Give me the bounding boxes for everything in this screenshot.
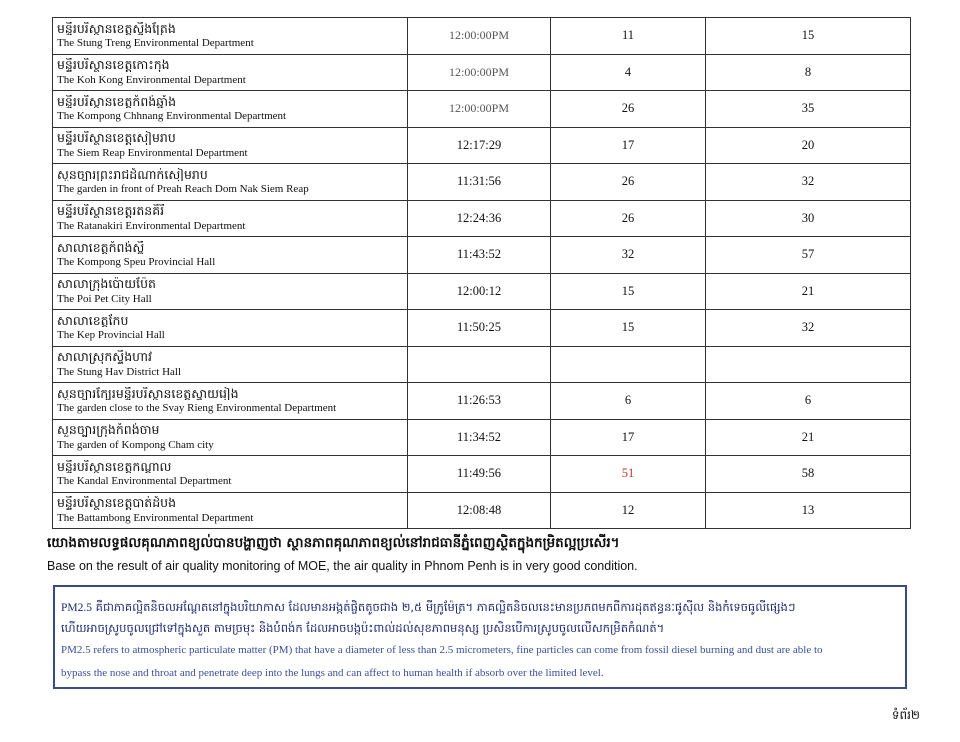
time-cell: 12:00:00PM [408,18,551,55]
location-cell [53,200,408,237]
time-cell: 11:34:52 [408,419,551,456]
location-cell [53,419,408,456]
location-name-khmer: សួនច្បារព្រះរាជដំណាក់សៀមរាប [57,167,208,182]
location-cell [53,310,408,347]
pm25-cell: 15 [551,273,706,310]
pm10-cell: 57 [706,237,911,274]
table-row [53,18,911,55]
location-name-english: The Kompong Speu Provincial Hall [57,256,216,269]
pm10-cell: 15 [706,18,911,55]
pm10-cell: 8 [706,54,911,91]
table-row [53,237,911,274]
location-cell [53,164,408,201]
location-cell [53,54,408,91]
location-name-english: The Kompong Chhnang Environmental Department [57,110,287,123]
location-name-khmer: សាលាស្រុកស្ទឹងហាវ [57,350,152,364]
location-name-english: The Stung Treng Environmental Department [57,37,254,50]
location-cell [53,237,408,274]
pm10-cell: 35 [706,91,911,128]
pm25-cell: 15 [551,310,706,347]
location-name-english: The Siem Reap Environmental Department [57,146,248,159]
pm25-cell [551,346,706,383]
table-row [53,164,911,201]
location-name-khmer: មន្ទីរបរិស្ថានខេត្តរតនគិរី [57,204,165,218]
location-name-english: The Ratanakiri Environmental Department [57,219,246,232]
location-cell [53,492,408,529]
location-name-khmer: សាលាខេត្តកំពង់ស្ពឺ [57,240,145,255]
table-row [53,310,911,347]
location-name-khmer: មន្ទីរបរិស្ថានខេត្តកណ្ដាល [57,459,172,474]
pm25-cell: 4 [551,54,706,91]
time-cell: 11:50:25 [408,310,551,347]
location-name-khmer: មន្ទីរបរិស្ថានខេត្តកោះកុង [57,58,170,72]
time-cell: 11:43:52 [408,237,551,274]
location-name-english: The Battambong Environmental Department [57,511,254,524]
time-cell: 12:00:00PM [408,91,551,128]
location-cell [53,383,408,420]
table-row [53,200,911,237]
location-cell [53,346,408,383]
location-name-khmer: សួនច្បារក្រុងកំពង់ចាម [57,423,160,437]
table-row [53,54,911,91]
table-row [53,346,911,383]
pm25-cell: 26 [551,164,706,201]
time-cell: 11:49:56 [408,456,551,493]
time-cell: 11:31:56 [408,164,551,201]
pm25-note-box [53,585,907,689]
table-row [53,91,911,128]
pm25-cell: 11 [551,18,706,55]
pm10-cell: 13 [706,492,911,529]
pm10-cell: 6 [706,383,911,420]
time-cell: 12:00:12 [408,273,551,310]
time-cell: 12:08:48 [408,492,551,529]
pm25-cell: 17 [551,127,706,164]
time-cell [408,346,551,383]
pm25-cell: 26 [551,200,706,237]
time-cell: 12:24:36 [408,200,551,237]
table-row [53,127,911,164]
location-name-english: The Poi Pet City Hall [57,292,152,305]
location-name-khmer: សាលាខេត្តកែប [57,313,129,328]
pm10-cell: 21 [706,273,911,310]
location-name-english: The Stung Hav District Hall [57,365,182,378]
pm10-cell: 30 [706,200,911,237]
pm10-cell: 20 [706,127,911,164]
note-english-line-1: PM2.5 refers to atmospheric particulate matter (PM) that have a diameter of less than 2.5 micrometers, fine particles can come from fossil diesel burning and dust are able to [61,644,823,656]
location-name-khmer: មន្ទីរបរិស្ថានខេត្តសៀមរាប [57,131,176,145]
pm25-cell: 6 [551,383,706,420]
location-name-khmer: មន្ទីរបរិស្ថានខេត្តបាត់ដំបង [57,496,177,510]
location-name-english: The Kandal Environmental Department [57,475,232,488]
table-row [53,273,911,310]
location-name-english: The garden of Kompong Cham city [57,438,214,451]
summary-khmer: យោងតាមលទ្ធផលគុណភាពខ្យល់បានបង្ហាញថា ស្ថានភាពគុណភាពខ្យល់នៅរាជធានីភ្នំពេញស្ថិតក្នុងកម្រិតល្អប្រសើរ។ [47,535,620,551]
note-pm-label: PM2.5 [61,602,92,614]
note-khmer-line-1 [61,597,895,618]
pm25-cell: 12 [551,492,706,529]
note-khmer-line-2: ហើយអាចស្រូបចូលជ្រៅទៅក្នុងសួត តាមច្រមុះ និងបំពង់ក ដែលអាចបង្កប៉ះពាល់ដល់សុខភាពមនុស្ស ប្រសិនបើការស្រូបចូលលើសកម្រិតកំណត់។ [61,621,665,635]
time-cell: 12:00:00PM [408,54,551,91]
time-cell: 12:17:29 [408,127,551,164]
pm10-cell: 32 [706,164,911,201]
location-name-english: The Koh Kong Environmental Department [57,73,246,86]
location-name-english: The Kep Provincial Hall [57,329,165,342]
location-name-khmer: មន្ទីរបរិស្ថានខេត្តកំពង់ឆ្នាំង [57,94,177,109]
location-cell [53,18,408,55]
table-row [53,492,911,529]
time-cell: 11:26:53 [408,383,551,420]
location-cell [53,456,408,493]
pm25-cell: 51 [551,456,706,493]
location-name-khmer: សាលាក្រុងប៉ោយប៉ែត [57,277,156,291]
page-number: ទំព័រ២ [891,708,920,722]
location-name-khmer: សួនច្បារក្បែរមន្ទីរបរិស្ថានខេត្តស្វាយរៀង [57,386,239,401]
location-cell [53,273,408,310]
location-cell [53,127,408,164]
pm10-cell: 32 [706,310,911,347]
location-name-english: The garden close to the Svay Rieng Environmental Department [57,402,337,415]
note-english-line-2: bypass the nose and throat and penetrate deep into the lungs and can affect to human health if absorb over the limited level. [61,667,604,679]
pm25-cell: 17 [551,419,706,456]
pm10-cell: 21 [706,419,911,456]
note-khmer-text-1: គឺជាភាគល្អិតនិចលអណ្តែតនៅក្នុងបរិយាកាស ដែលមានអង្កត់ផ្ចិតតូចជាង ២,៥ មីក្រូម៉ែត្រ។ ភាគល្អិតនិចលនេះមានប្រភពមកពីការដុតឥន្ធនៈផូស៊ីល និងកំទេចធូលីផ្សេងៗ [95,600,796,614]
pm25-cell: 32 [551,237,706,274]
summary-english: Base on the result of air quality monitoring of MOE, the air quality in Phnom Penh is in very good condition. [47,559,638,573]
table-row [53,383,911,420]
location-name-english: The garden in front of Preah Reach Dom Nak Siem Reap [57,183,309,196]
location-name-khmer: មន្ទីរបរិស្ថានខេត្តស្ទឹងត្រែង [57,21,176,36]
pm25-cell: 26 [551,91,706,128]
pm10-cell: 58 [706,456,911,493]
table-row [53,456,911,493]
pm10-cell [706,346,911,383]
air-quality-table [52,17,911,529]
table-row [53,419,911,456]
location-cell [53,91,408,128]
